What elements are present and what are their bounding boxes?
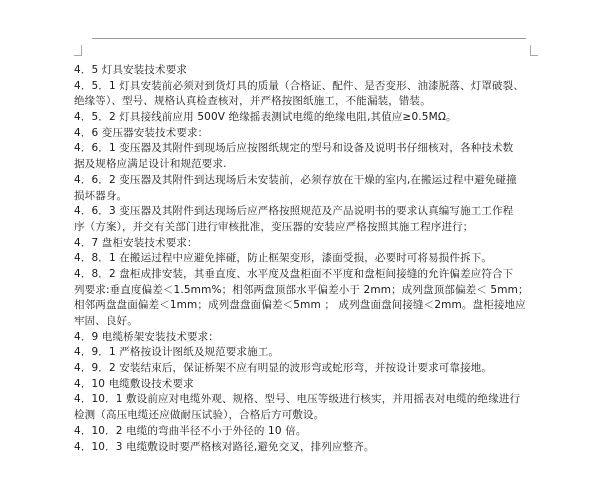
paragraph-line: 4．6．2 变压器及其附件到达现场后未安装前，必须存放在干燥的室内,在搬运过程中避免碰撞 (74, 173, 517, 186)
paragraph-line: 据及规格应满足设计和规范要求. (74, 158, 227, 171)
paragraph-line: 列要求:垂直度偏差＜1.5mm%；相邻两盘顶部水平偏差小于 2mm；成列盘顶部偏差＜ 5mm； (74, 283, 529, 296)
document-body (74, 63, 536, 455)
paragraph-line: 牢固、良好。 (74, 315, 138, 327)
paragraph-line: 4．6．1 变压器及其附件到现场后应按图纸规定的型号和设备及说明书仔细核对，各种技术数 (74, 142, 514, 155)
paragraph-line: 4．8．1 在搬运过程中应避免摔碰，防止框架变形，漆面受损，必要时可将易损件拆下。 (74, 252, 493, 265)
paragraph-line: 4．9．2 安装结束后，保证桥架不应有明显的波形弯或蛇形弯，并按设计要求可靠接地。 (74, 362, 493, 375)
paragraph-line: 绝缘等）、型号、规格认真检查核对，并严格按图纸施工，不能漏装，错装。 (74, 95, 431, 108)
paragraph-line: 检测（高压电缆还应做耐压试验），合格后方可敷设。 (74, 409, 325, 422)
section-heading: 4．7 盘柜安装技术要求： (74, 236, 198, 249)
section-heading: 4．6 变压器安装技术要求： (74, 126, 209, 139)
section-heading: 4．9 电缆桥架安装技术要求： (74, 330, 219, 343)
paragraph-line: 4．9．1 严格按设计图纸及规范要求施工。 (74, 346, 280, 359)
section-heading: 4．10 电缆敷设技术要求 (74, 377, 194, 390)
paragraph-line: 4．6．3 变压器及其附件到达现场后应严格按照规范及产品说明书的要求认真编写施工工作程 (74, 205, 514, 218)
paragraph-line: 4．10．3 电缆敷设时要严格核对路径,避免交叉，排列应整齐。 (74, 440, 375, 453)
crop-mark-top-left (74, 45, 82, 56)
paragraph-line: 4．5．2 灯具接线前应用 500V 绝缘摇表测试电缆的绝缘电阻,其值应≥0.5MΩ。 (74, 111, 457, 124)
paragraph-line: 4．8．2 盘柜成排安装，其垂直度、水平度及盘柜面不平度和盘柜间接缝的允许偏差应符合下 (74, 267, 514, 280)
paragraph-line: 4．10．2 电缆的弯曲半径不小于外径的 10 倍。 (74, 424, 307, 437)
paragraph-line: 4．10．1 敷设前应对电缆外观、规格、型号、电压等级进行核实，并用摇表对电缆的绝缘进行 (74, 393, 521, 406)
paragraph-line: 4．5．1 灯具安装前必须对到货灯具的质量（合格证、配件、是否变形、油漆脱落、灯罩破裂、 (74, 79, 524, 92)
crop-mark-top-right (530, 45, 538, 56)
paragraph-line: 损坏器身。 (74, 189, 128, 202)
header-rule (92, 38, 526, 39)
section-heading: 4．5 灯具安装技术要求 (74, 64, 187, 76)
paragraph-line: 序（方案），并交有关部门进行审核批准，变压器的安装应严格按照其施工程序进行； (74, 220, 474, 233)
paragraph-line: 相邻两盘盘面偏差＜1mm；成列盘盘面偏差＜5mm ； 成列盘面盘间接缝＜2mm。盘柜接地应 (74, 299, 526, 312)
